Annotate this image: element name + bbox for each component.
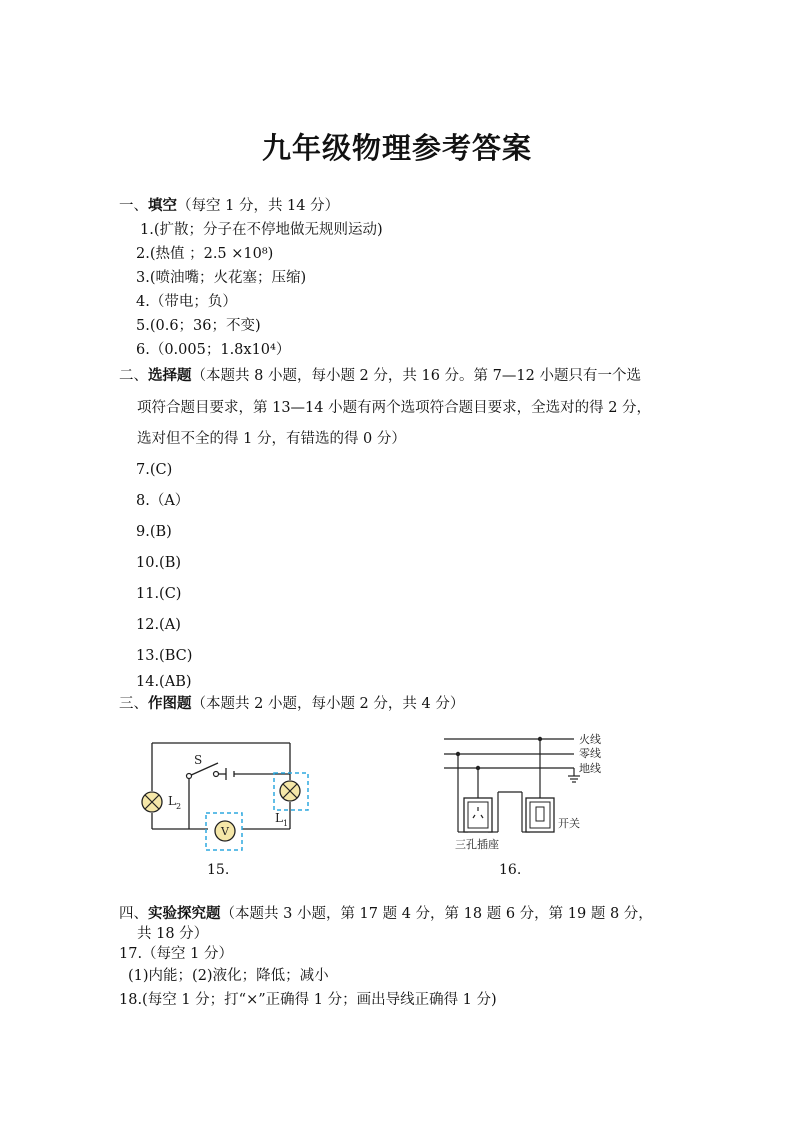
section-name: 作图题 [148, 696, 192, 712]
section-4-heading [119, 904, 653, 924]
section-note: （本题共 2 小题，每小题 2 分，共 4 分） [191, 696, 465, 712]
l1-subscript: 1 [283, 819, 289, 828]
answer-1: 1.(扩散；分子在不停地做无规则运动) [140, 222, 383, 238]
diagram-15-caption: 15. [207, 862, 230, 878]
answer-5: 5.(0.6；36；不变) [136, 318, 261, 334]
section-2-note-line-3: 选对但不全的得 1 分，有错选的得 0 分） [137, 431, 406, 447]
section-number: 一、 [119, 198, 148, 214]
wall-switch-icon [526, 798, 554, 832]
section-number: 二、 [119, 368, 148, 384]
l2-subscript: 2 [176, 802, 182, 811]
socket-label: 三孔插座 [455, 838, 499, 851]
wiring-diagram-16 [438, 730, 608, 855]
answer-11: 11.(C) [136, 586, 182, 602]
question-17-heading: 17.（每空 1 分） [119, 946, 234, 962]
section-1-heading [119, 196, 339, 216]
section-number: 四、 [119, 906, 148, 922]
lamp-l1-icon [280, 781, 300, 801]
section-name: 选择题 [148, 368, 192, 384]
section-2-note-line-2: 项符合题目要求，第 13—14 小题有两个选项符合题目要求，全选对的得 2 分， [137, 400, 652, 416]
voltmeter-label: V [221, 825, 229, 838]
neutral-wire-label: 零线 [579, 747, 601, 760]
circuit-diagram-15 [138, 732, 323, 857]
section-number: 三、 [119, 696, 148, 712]
switch-device-label: 开关 [558, 817, 580, 830]
question-17-answer: (1)内能；(2)液化；降低；减小 [128, 968, 329, 984]
three-hole-socket-icon [464, 798, 492, 832]
answer-7: 7.(C) [136, 462, 173, 478]
answer-3: 3.(喷油嘴；火花塞；压缩) [136, 270, 307, 286]
page-title: 九年级物理参考答案 [261, 131, 532, 165]
ground-wire-label: 地线 [579, 762, 601, 775]
answer-9: 9.(B) [136, 524, 172, 540]
live-wire-label: 火线 [579, 733, 601, 746]
switch-label: S [194, 753, 203, 767]
section-note: （本题共 8 小题，每小题 2 分，共 16 分。第 7—12 小题只有一个选 [191, 368, 641, 384]
section-3-heading [119, 694, 464, 714]
section-note: （每空 1 分，共 14 分） [177, 198, 340, 214]
answer-12: 12.(A) [136, 617, 181, 633]
section-note: （本题共 3 小题，第 17 题 4 分，第 18 题 6 分，第 19 题 8 分， [220, 906, 653, 922]
section-4-note-line-2: 共 18 分） [137, 926, 209, 942]
lamp-l2-icon [142, 792, 162, 812]
diagram-16-caption: 16. [499, 862, 522, 878]
answer-8: 8.（A） [136, 493, 190, 509]
l2-label: L [168, 794, 176, 808]
answer-10: 10.(B) [136, 555, 182, 571]
voltmeter-icon [215, 821, 235, 841]
section-name: 实验探究题 [148, 906, 221, 922]
answer-2: 2.(热值 ；2.5 ×10⁸) [136, 246, 274, 262]
section-name: 填空 [148, 198, 177, 214]
section-2-heading [119, 366, 641, 386]
answer-14: 14.(AB) [136, 674, 192, 690]
l1-label: L [275, 811, 283, 825]
answer-13: 13.(BC) [136, 648, 193, 664]
answer-4: 4.（带电；负） [136, 294, 237, 310]
question-18-heading: 18.(每空 1 分；打“×”正确得 1 分；画出导线正确得 1 分) [119, 992, 497, 1008]
answer-6: 6.（0.005；1.8x10⁴） [136, 342, 291, 358]
